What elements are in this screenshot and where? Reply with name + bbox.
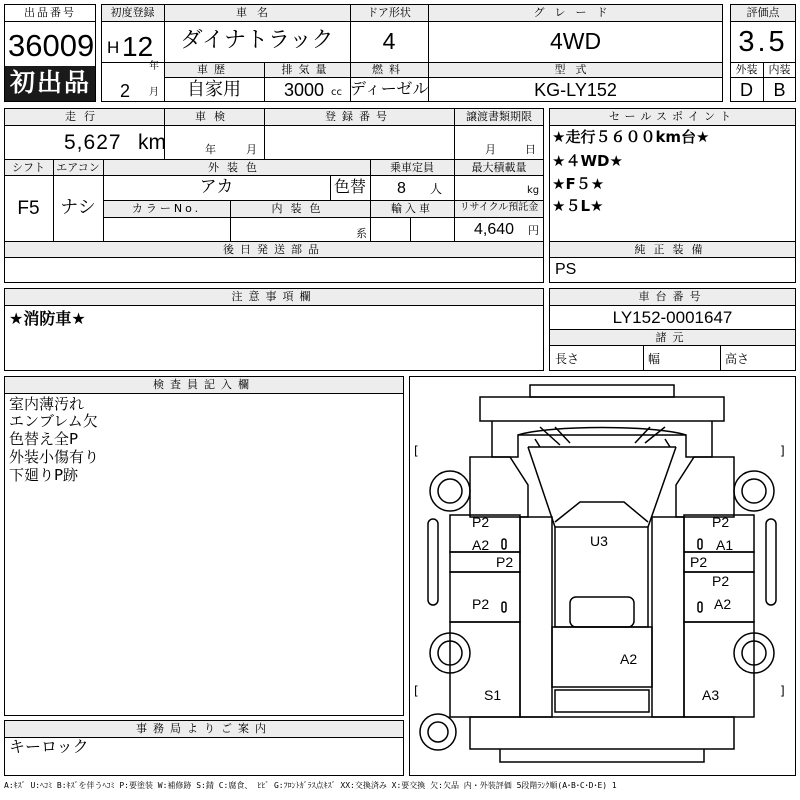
- shift-label: シフト: [12, 161, 45, 174]
- ext-grade: D: [740, 80, 753, 100]
- ext-label: 外装: [735, 63, 758, 76]
- fuel-label: 燃料: [372, 63, 406, 76]
- damage-mark: A3: [702, 687, 720, 703]
- bracket-right-bottom: ]: [780, 684, 785, 698]
- bracket-right-top: ]: [780, 444, 785, 458]
- insp-year-unit: 年: [205, 143, 216, 156]
- office-text: キーロック: [9, 737, 89, 756]
- mileage-value: 5,627: [64, 131, 122, 154]
- recycle-label: リサイクル預託金: [459, 202, 539, 213]
- damage-mark: P2: [472, 514, 490, 530]
- car-name: ダイナトラック: [180, 28, 334, 53]
- ac-value: ナシ: [60, 197, 96, 218]
- damage-mark: P2: [496, 554, 514, 570]
- sales-point: ★走行５６００km台★: [552, 128, 710, 146]
- truck-outline-drawing: [410, 377, 795, 775]
- ext-color-label: 外装色: [208, 161, 265, 174]
- score-value: 3.5: [738, 26, 788, 58]
- history-label: 車歴: [197, 63, 231, 76]
- transfer-month: 月: [485, 143, 496, 156]
- inspector-line: 色替え全P: [9, 430, 79, 448]
- lot-no: 36009: [8, 28, 95, 63]
- capacity-label: 乗車定員: [390, 161, 434, 174]
- chassis-label: 車台番号: [638, 290, 707, 303]
- transfer-label: 譲渡書類期限: [466, 110, 532, 123]
- inspector-line: 下廻りP跡: [9, 466, 79, 484]
- transfer-day: 日: [525, 143, 536, 156]
- model-label: 型式: [554, 63, 597, 76]
- later-parts-label: 後日発送部品: [223, 243, 325, 256]
- legend-text: A:ｷｽﾞ U:ﾍｺﾐ B:ｷｽﾞを伴うﾍｺﾐ P:要塗装 W:補修跡 S:錆 C:腐食、 ﾋﾋﾞ G:ﾌﾛﾝﾄｶﾞﾗｽ点ｷｽﾞ XX:交換済み X:要交換 欠:欠品 内・外装評価 5段階ﾗﾝｸ順(A･B･C･D･E) 1: [4, 781, 617, 790]
- inspector-line: 室内薄汚れ: [9, 395, 85, 413]
- damage-mark: A1: [716, 537, 734, 553]
- grade-label: グレード: [533, 6, 618, 19]
- color-change-value: 色替: [333, 177, 366, 196]
- damage-mark: S1: [484, 687, 502, 703]
- notes-label: 注意事項欄: [231, 290, 317, 303]
- door-label: ドア形状: [367, 6, 411, 19]
- int-color-label: 内装色: [271, 202, 329, 215]
- model-value: KG-LY152: [534, 80, 617, 100]
- chassis-number: LY152-0001647: [612, 308, 733, 327]
- first-listing-text: 初出品: [10, 68, 92, 97]
- spec-label: 諸元: [655, 331, 690, 344]
- sales-point: ★４WD★: [552, 152, 623, 170]
- score-label: 評価点: [746, 6, 780, 19]
- displacement-value: 3000: [284, 80, 325, 100]
- max-load-label: 最大積載量: [471, 161, 527, 174]
- reg-no-label: 登録番号: [325, 110, 393, 123]
- capacity-value: 8: [397, 180, 406, 197]
- recycle-unit: 円: [528, 224, 539, 237]
- damage-mark: A2: [714, 596, 732, 612]
- int-grade: B: [773, 80, 786, 100]
- damage-mark: A2: [620, 651, 638, 667]
- max-load-unit: kg: [527, 185, 540, 196]
- first-reg-label: 初度登録: [110, 6, 155, 19]
- car-name-label: 車名: [236, 6, 278, 19]
- spec-width: 幅: [648, 352, 661, 366]
- int-label: 内装: [768, 63, 791, 76]
- damage-mark: P2: [712, 573, 730, 589]
- capacity-unit: 人: [430, 182, 443, 196]
- damage-mark: P2: [712, 514, 730, 530]
- first-reg-month: 2: [120, 81, 131, 101]
- mileage-label: 走行: [65, 110, 103, 123]
- era-letter: H: [107, 38, 120, 57]
- sales-point: ★F５★: [552, 175, 605, 193]
- notes-text: ★消防車★: [9, 309, 86, 328]
- shift-value: F5: [17, 198, 40, 219]
- vehicle-diagram: [409, 376, 796, 776]
- damage-mark: U3: [590, 533, 608, 549]
- bracket-left-top: [: [414, 444, 419, 458]
- year-unit: 年: [149, 61, 159, 72]
- door-value: 4: [382, 28, 396, 54]
- month-unit: 月: [149, 87, 159, 98]
- grade-value: 4WD: [549, 28, 602, 54]
- mileage-unit: km: [138, 131, 166, 154]
- inspector-line: エンブレム欠: [9, 412, 98, 430]
- lot-no-label: 出品番号: [24, 6, 76, 19]
- history-value: 自家用: [187, 79, 241, 100]
- damage-mark: P2: [690, 554, 708, 570]
- import-label: 輸入車: [391, 202, 433, 215]
- spec-length: 長さ: [555, 352, 580, 366]
- inspector-label: 検査員記入欄: [153, 378, 255, 391]
- ac-label: エアコン: [56, 161, 100, 174]
- fuel-value: ディーゼル: [350, 79, 429, 98]
- spec-height: 高さ: [725, 352, 750, 366]
- color-no-label: カラーNo.: [131, 202, 202, 215]
- recycle-value: 4,640: [474, 221, 515, 238]
- displacement-label: 排気量: [281, 63, 333, 76]
- equip-label: 純正装備: [634, 243, 711, 256]
- bracket-left-bottom: [: [414, 684, 419, 698]
- sales-point: ★５L★: [552, 197, 604, 215]
- damage-mark: P2: [472, 596, 490, 612]
- int-color-unit: 系: [356, 227, 367, 240]
- equip-value: PS: [555, 261, 577, 278]
- damage-mark: A2: [472, 537, 490, 553]
- first-reg-year: 12: [122, 31, 154, 62]
- inspector-line: 外装小傷有り: [9, 448, 100, 466]
- displacement-unit: cc: [331, 87, 342, 98]
- inspection-label: 車検: [195, 110, 233, 123]
- ext-color-value: アカ: [199, 177, 234, 197]
- insp-month-unit: 月: [246, 143, 257, 156]
- office-label: 事務局よりご案内: [136, 722, 272, 735]
- sales-label: セールスポイント: [608, 110, 736, 123]
